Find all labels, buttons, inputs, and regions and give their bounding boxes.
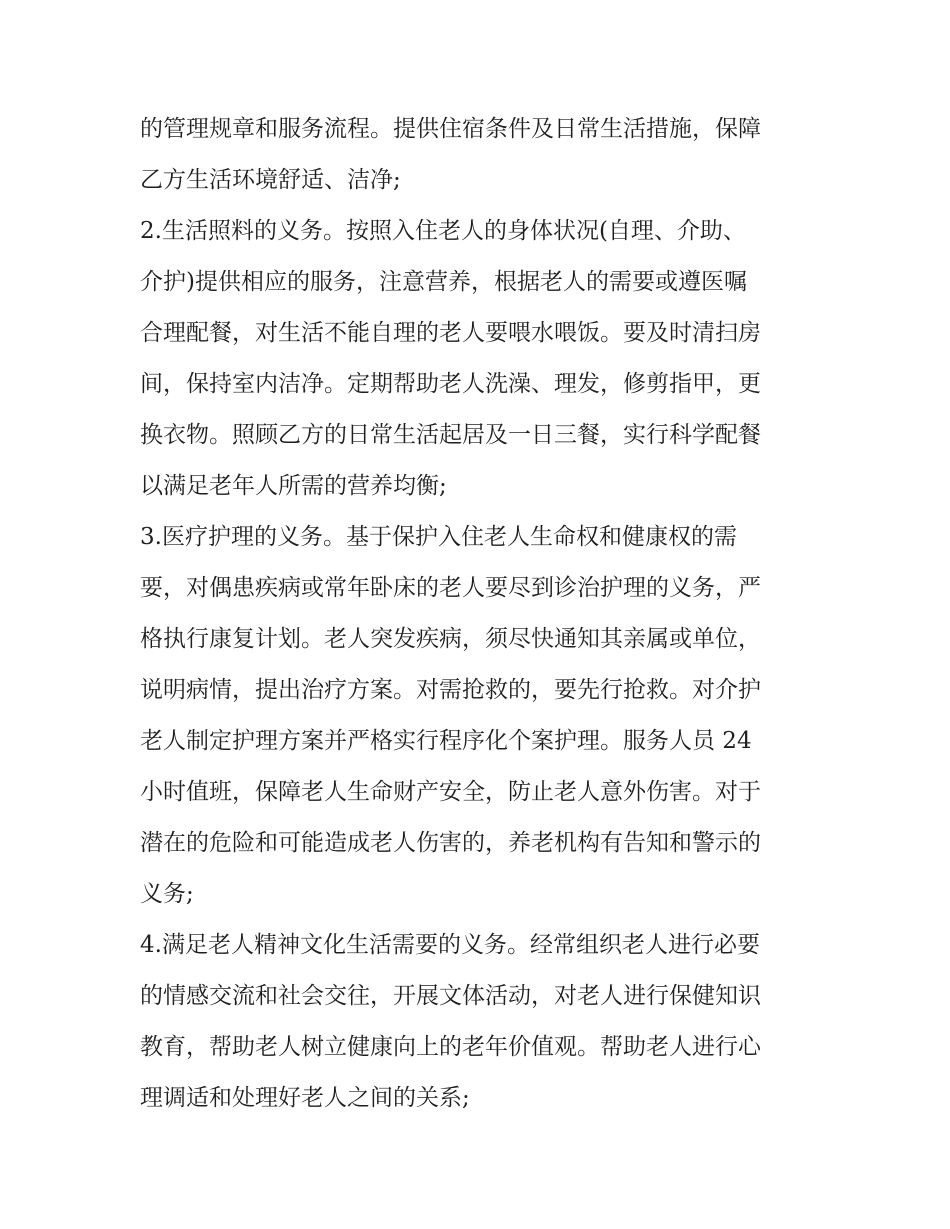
text-line-8: 以满足老年人所需的营养均衡;	[140, 473, 447, 499]
text-line-17: 4.满足老人精神文化生活需要的义务。经常组织老人进行必要	[140, 932, 760, 958]
text-line-9: 3.医疗护理的义务。基于保护入住老人生命权和健康权的需	[140, 524, 737, 550]
text-line-10: 要，对偶患疾病或常年卧床的老人要尽到诊治护理的义务，严	[140, 575, 761, 601]
text-line-15: 潜在的危险和可能造成老人伤害的，养老机构有告知和警示的	[140, 830, 761, 856]
text-line-16: 义务;	[140, 881, 194, 907]
text-line-18: 的情感交流和社会交往，开展文体活动，对老人进行保健知识	[140, 983, 761, 1009]
document-body	[140, 104, 830, 1124]
text-line-5: 合理配餐，对生活不能自理的老人要喂水喂饭。要及时清扫房	[140, 320, 761, 346]
text-line-4: 介护)提供相应的服务，注意营养，根据老人的需要或遵医嘱	[140, 269, 747, 295]
text-line-11: 格执行康复计划。老人突发疾病，须尽快通知其亲属或单位，	[140, 626, 761, 652]
text-line-20: 理调适和处理好老人之间的关系;	[140, 1085, 470, 1111]
text-line-19: 教育，帮助老人树立健康向上的老年价值观。帮助老人进行心	[140, 1034, 761, 1060]
text-line-14: 小时值班，保障老人生命财产安全，防止老人意外伤害。对于	[140, 779, 761, 805]
text-line-6: 间，保持室内洁净。定期帮助老人洗澡、理发，修剪指甲，更	[140, 371, 761, 397]
text-line-2: 乙方生活环境舒适、洁净;	[140, 167, 401, 193]
text-line-12: 说明病情，提出治疗方案。对需抢救的，要先行抢救。对介护	[140, 677, 761, 703]
text-line-1: 的管理规章和服务流程。提供住宿条件及日常生活措施，保障	[140, 116, 761, 142]
text-line-3: 2.生活照料的义务。按照入住老人的身体状况(自理、介助、	[140, 218, 746, 244]
text-line-7: 换衣物。照顾乙方的日常生活起居及一日三餐，实行科学配餐	[140, 422, 761, 448]
text-line-13: 老人制定护理方案并严格实行程序化个案护理。服务人员 24	[140, 728, 752, 754]
